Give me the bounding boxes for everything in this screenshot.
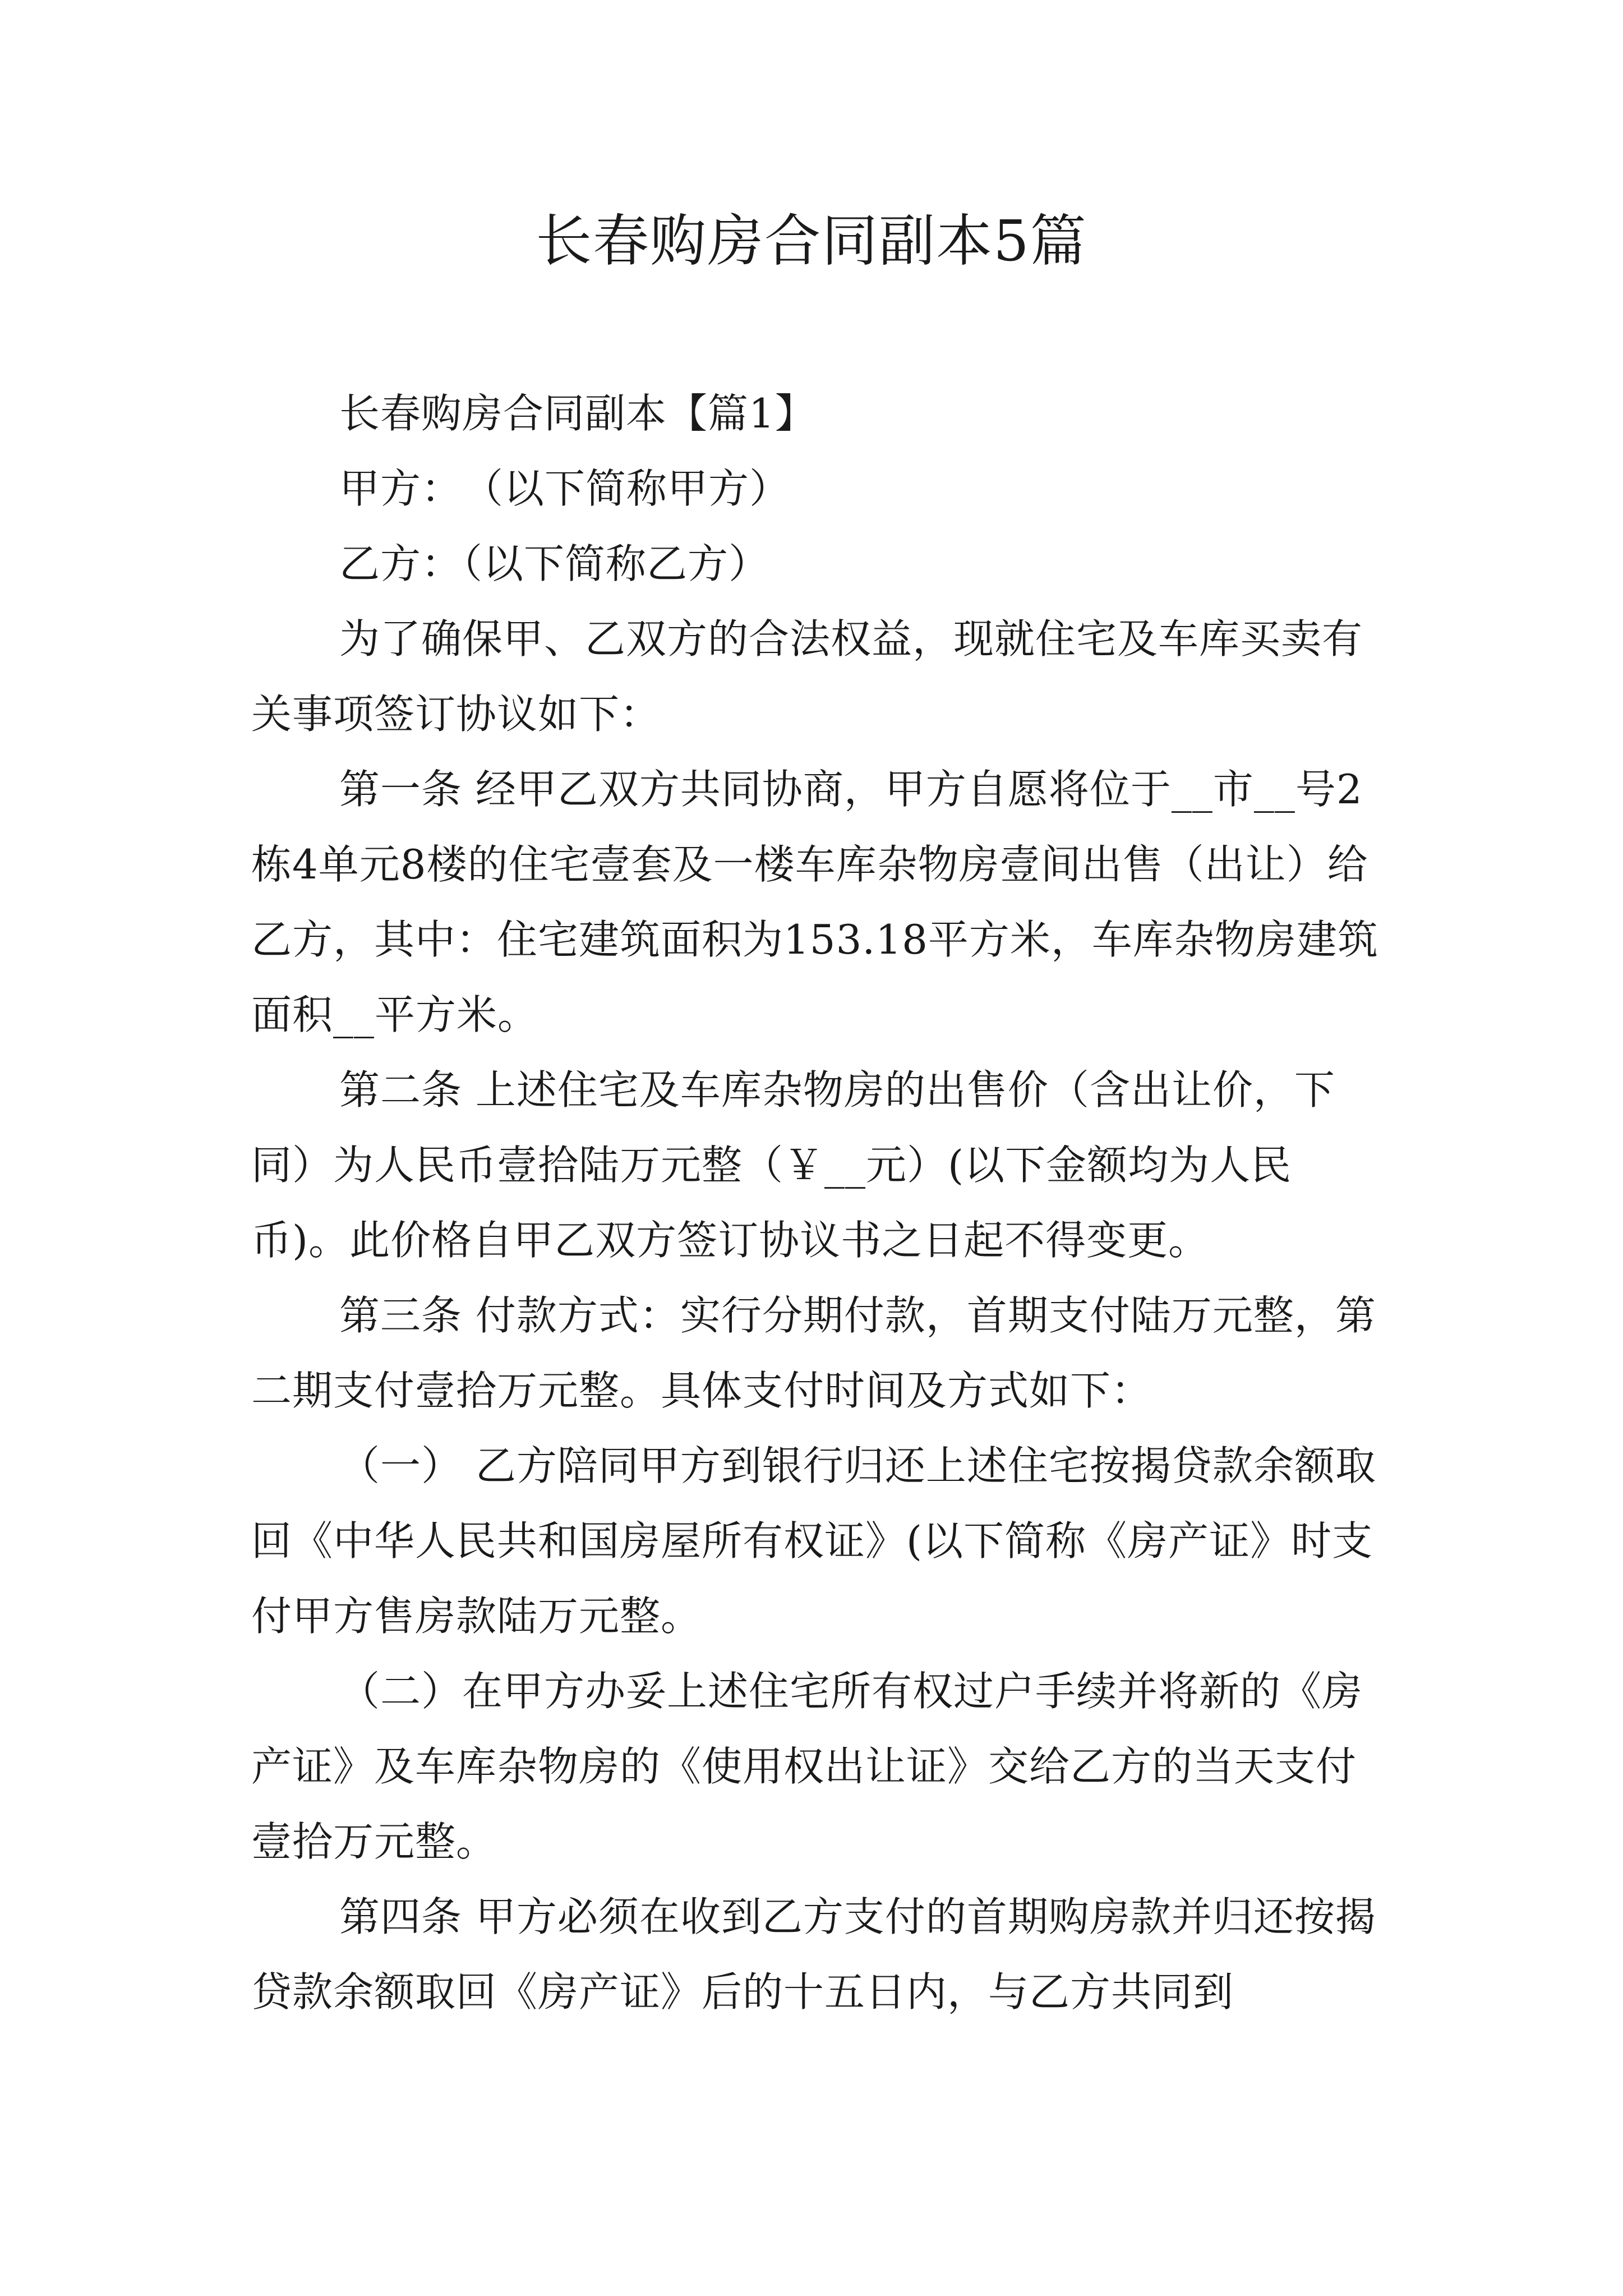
article-4-paragraph: 第四条 甲方必须在收到乙方支付的首期购房款并归还按揭贷款余额取回《房产证》后的十五日内，与乙方共同到 — [251, 1893, 1376, 2016]
article-3-item-1: （一） 乙方陪同甲方到银行归还上述住宅按揭贷款余额取回《中华人民共和国房屋所有权证》(以下简称《房产证》时支付甲方售房款陆万元整。 — [251, 1442, 1376, 1640]
article-3-item-2: （二）在甲方办妥上述住宅所有权过户手续并将新的《房产证》及车库杂物房的《使用权出让证》交给乙方的当天支付壹拾万元整。 — [251, 1668, 1363, 1865]
article-2-paragraph: 第二条 上述住宅及车库杂物房的出售价（含出让价，下同）为人民币壹拾陆万元整（￥__元）(以下金额均为人民币)。此价格自甲乙双方签订协议书之日起不得变更。 — [251, 1066, 1335, 1264]
document-body — [251, 376, 1378, 2030]
article-1-paragraph: 第一条 经甲乙双方共同协商，甲方自愿将位于__市__号2栋4单元8楼的住宅壹套及一楼车库杂物房壹间出售（出让）给乙方，其中：住宅建筑面积为153.18平方米，车库杂物房建筑面积__平方米。 — [251, 766, 1378, 1038]
party-a-line: 甲方： （以下简称甲方） — [339, 465, 791, 512]
document-title: 长春购房合同副本5篇 — [536, 208, 1087, 274]
party-b-line: 乙方：（以下简称乙方） — [339, 540, 770, 587]
section-heading: 长春购房合同副本【篇1】 — [339, 390, 816, 437]
article-3-paragraph: 第三条 付款方式：实行分期付款，首期支付陆万元整，第二期支付壹拾万元整。具体支付时间及方式如下： — [251, 1292, 1376, 1414]
preamble-paragraph: 为了确保甲、乙双方的合法权益，现就住宅及车库买卖有关事项签订协议如下： — [251, 615, 1363, 738]
